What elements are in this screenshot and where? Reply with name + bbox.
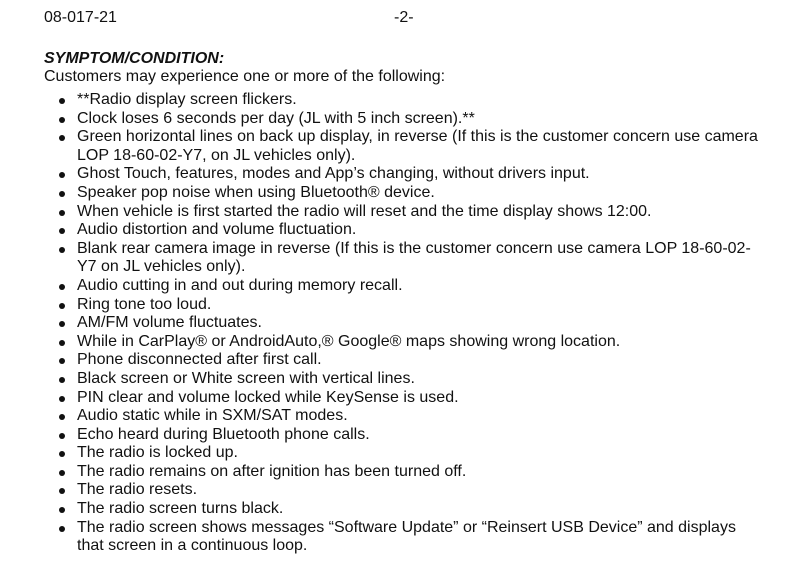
list-item (44, 314, 764, 333)
bullet-icon (59, 433, 65, 439)
bullet-icon (59, 303, 65, 309)
list-item (44, 500, 764, 519)
list-item-text: While in CarPlay® or AndroidAuto,® Google® maps showing wrong location. (77, 332, 621, 350)
list-item (44, 277, 764, 296)
bullet-icon (59, 117, 65, 123)
list-item (44, 444, 764, 463)
list-item (44, 426, 764, 445)
list-item-text: Audio distortion and volume fluctuation. (77, 221, 357, 239)
list-item-text: Speaker pop noise when using Bluetooth® device. (77, 183, 435, 201)
bullet-icon (59, 396, 65, 402)
list-item-text: When vehicle is first started the radio will reset and the time display shows 12:00. (77, 202, 652, 220)
page-number: -2- (394, 9, 414, 26)
list-item (44, 296, 764, 315)
list-item (44, 184, 764, 203)
list-item-text: Green horizontal lines on back up display, in reverse (If this is the customer concern use camera LOP 18-60-02-Y7, on JL vehicles only). (77, 128, 758, 164)
list-item (44, 165, 764, 184)
list-item (44, 519, 764, 556)
list-item (44, 389, 764, 408)
bullet-icon (59, 488, 65, 494)
list-item (44, 91, 764, 110)
list-item-text: The radio resets. (77, 481, 198, 499)
list-item-text: **Radio display screen flickers. (77, 91, 297, 108)
bullet-icon (59, 377, 65, 383)
list-item (44, 481, 764, 500)
list-item-text: Clock loses 6 seconds per day (JL with 5 inch screen).** (77, 109, 475, 127)
list-item (44, 351, 764, 370)
list-item-text: Phone disconnected after first call. (77, 351, 322, 369)
bullet-icon (59, 135, 65, 141)
list-item-text: The radio screen turns black. (77, 500, 284, 518)
list-item-text: Audio cutting in and out during memory recall. (77, 276, 403, 294)
list-item (44, 128, 764, 165)
bullet-icon (59, 321, 65, 327)
list-item-text: Blank rear camera image in reverse (If this is the customer concern use camera LOP 18-60-02-Y7 on JL vehicles only). (77, 239, 751, 276)
list-item-text: Audio static while in SXM/SAT modes. (77, 407, 348, 425)
bullet-icon (59, 172, 65, 178)
list-item-text: Echo heard during Bluetooth phone calls. (77, 425, 370, 443)
bullet-icon (59, 228, 65, 234)
bullet-icon (59, 507, 65, 513)
bullet-icon (59, 470, 65, 476)
section-title: SYMPTOM/CONDITION: (44, 50, 225, 67)
list-item (44, 370, 764, 389)
list-item (44, 221, 764, 240)
list-item-text: Black screen or White screen with vertical lines. (77, 369, 415, 387)
list-item (44, 333, 764, 352)
bullet-icon (59, 247, 65, 253)
list-item (44, 240, 764, 277)
bullet-icon (59, 210, 65, 216)
bullet-icon (59, 340, 65, 346)
symptom-list (44, 91, 764, 556)
bullet-icon (59, 358, 65, 364)
list-item (44, 203, 764, 222)
bullet-icon (59, 451, 65, 457)
section-intro: Customers may experience one or more of the following: (44, 68, 446, 85)
list-item-text: Ghost Touch, features, modes and App’s changing, without drivers input. (77, 165, 590, 183)
list-item-text: The radio screen shows messages “Software Update” or “Reinsert USB Device” and displays that screen in a continuous loop. (77, 518, 736, 555)
list-item-text: PIN clear and volume locked while KeySense is used. (77, 388, 459, 406)
document-number: 08-017-21 (44, 9, 117, 26)
list-item (44, 110, 764, 129)
bullet-icon (59, 191, 65, 197)
list-item (44, 407, 764, 426)
bullet-icon (59, 284, 65, 290)
list-item-text: The radio is locked up. (77, 444, 238, 462)
bullet-icon (59, 98, 65, 104)
list-item (44, 463, 764, 482)
list-item-text: The radio remains on after ignition has been turned off. (77, 462, 467, 480)
list-item-text: AM/FM volume fluctuates. (77, 314, 262, 332)
bullet-icon (59, 414, 65, 420)
bullet-icon (59, 526, 65, 532)
list-item-text: Ring tone too loud. (77, 295, 212, 313)
